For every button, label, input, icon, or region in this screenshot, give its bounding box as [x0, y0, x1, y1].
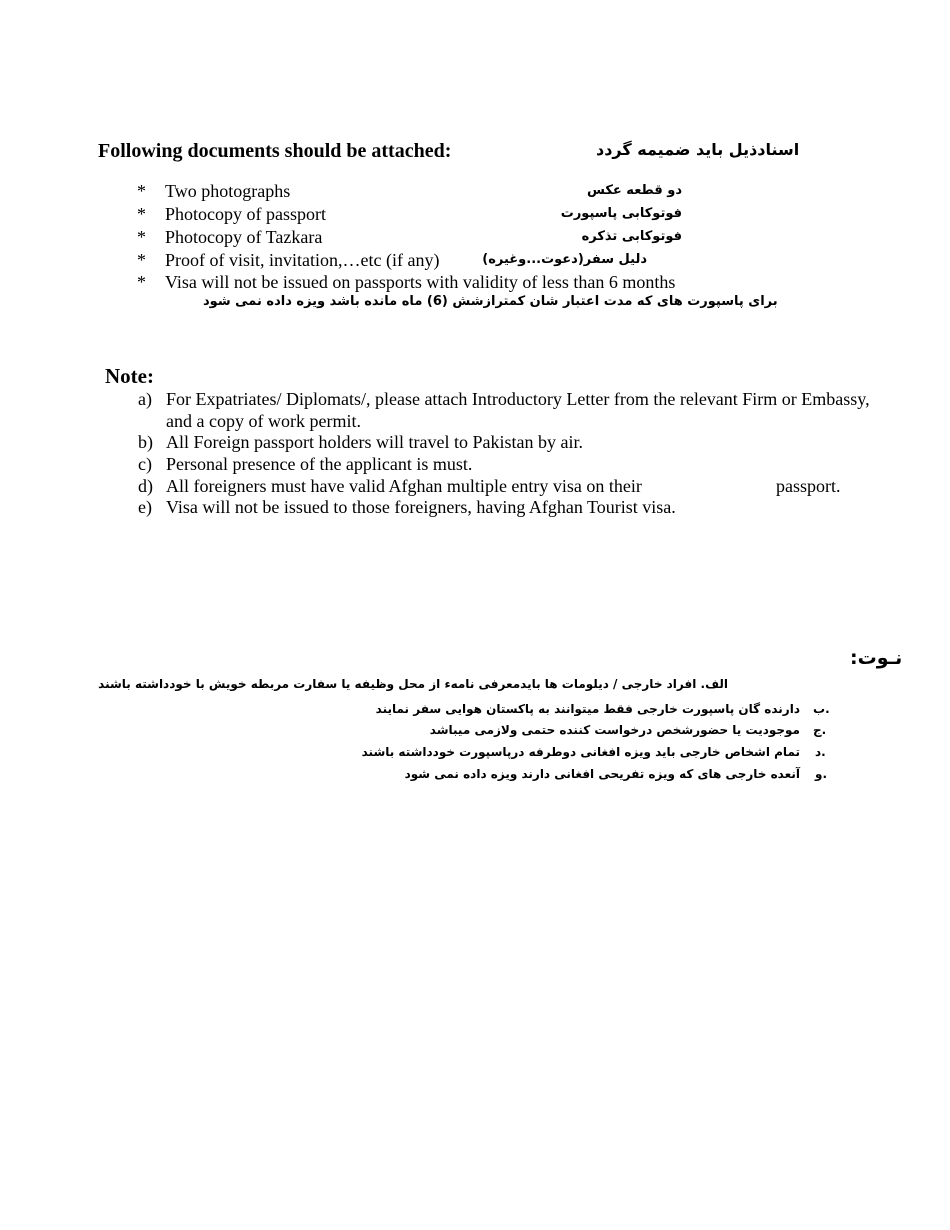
document-item — [0, 272, 950, 294]
bullet-marker: * — [137, 227, 146, 247]
farsi-note-item: الف. افراد خارجی / دیلومات ها بایدمعرفی نامهء از محل وظیفه یا سفارت مربطه خویش با خودداشته باشند — [98, 677, 728, 691]
document-item — [0, 227, 950, 249]
document-item — [0, 250, 950, 272]
bullet-marker: * — [137, 181, 146, 201]
farsi-note-item: آنعده خارجی های که ویزه تفریحی افغانی دارند ویزه داده نمی شود — [404, 767, 800, 781]
farsi-note-item: دارنده گان پاسپورت خارجی فقط میتوانند به پاکستان هوایی سفر نمایند — [375, 702, 800, 716]
note-title: Note: — [105, 364, 154, 388]
document-label-farsi: فوتوکابی پاسپورت — [560, 206, 682, 221]
document-item — [0, 204, 950, 226]
farsi-note-marker: ج. — [813, 723, 827, 737]
note-text-trailing: passport. — [776, 476, 841, 496]
farsi-note-item: موجودیت یا حضورشخص درخواست کننده حتمی ولازمی میباشد — [429, 723, 800, 737]
note-text: All Foreign passport holders will travel to Pakistan by air. — [166, 432, 583, 452]
document-label: Photocopy of passport — [165, 204, 326, 224]
note-letter: a) — [138, 389, 152, 409]
bullet-marker: * — [137, 204, 146, 224]
note-letter: e) — [138, 497, 152, 517]
note-text: For Expatriates/ Diplomats/, please attach Introductory Letter from the relevant Firm or Embassy, — [166, 389, 870, 409]
note-letter: b) — [138, 432, 153, 452]
bullet-marker: * — [137, 250, 146, 270]
note-text-continuation: and a copy of work permit. — [166, 411, 361, 431]
note-letter: d) — [138, 476, 153, 496]
farsi-note-marker: د. — [815, 745, 826, 759]
bullet-marker: * — [137, 272, 146, 292]
note-text: All foreigners must have valid Afghan multiple entry visa on their — [166, 476, 642, 496]
document-label: Visa will not be issued on passports with validity of less than 6 months — [165, 272, 676, 292]
document-label: Photocopy of Tazkara — [165, 227, 323, 247]
document-label-farsi: فوتوکابی تذکره — [581, 229, 682, 244]
note-letter: c) — [138, 454, 152, 474]
document-label-farsi: دلیل سفر(دعوت...وغیره) — [482, 252, 647, 267]
page-heading-farsi: اسنادذیل باید ضمیمه گردد — [596, 140, 800, 159]
farsi-note-title: نـوت: — [850, 647, 903, 669]
document-label-farsi: دو قطعه عکس — [586, 183, 682, 198]
farsi-note-item: تمام اشخاص خارجی باید ویزه افغانی دوطرفه درپاسپورت خودداشته باشند — [361, 745, 800, 759]
document-label-farsi: برای پاسپورت های که مدت اعتبار شان کمترازشش (6) ماه مانده باشد ویزه داده نمی شود — [203, 294, 778, 309]
farsi-note-marker: و. — [815, 767, 828, 781]
farsi-note-marker: ب. — [813, 702, 830, 716]
document-item — [0, 181, 950, 203]
note-text: Visa will not be issued to those foreigners, having Afghan Tourist visa. — [166, 497, 676, 517]
document-label: Two photographs — [165, 181, 291, 201]
page-heading: Following documents should be attached: — [98, 140, 452, 162]
document-label: Proof of visit, invitation,…etc (if any) — [165, 250, 440, 270]
note-text: Personal presence of the applicant is must. — [166, 454, 473, 474]
